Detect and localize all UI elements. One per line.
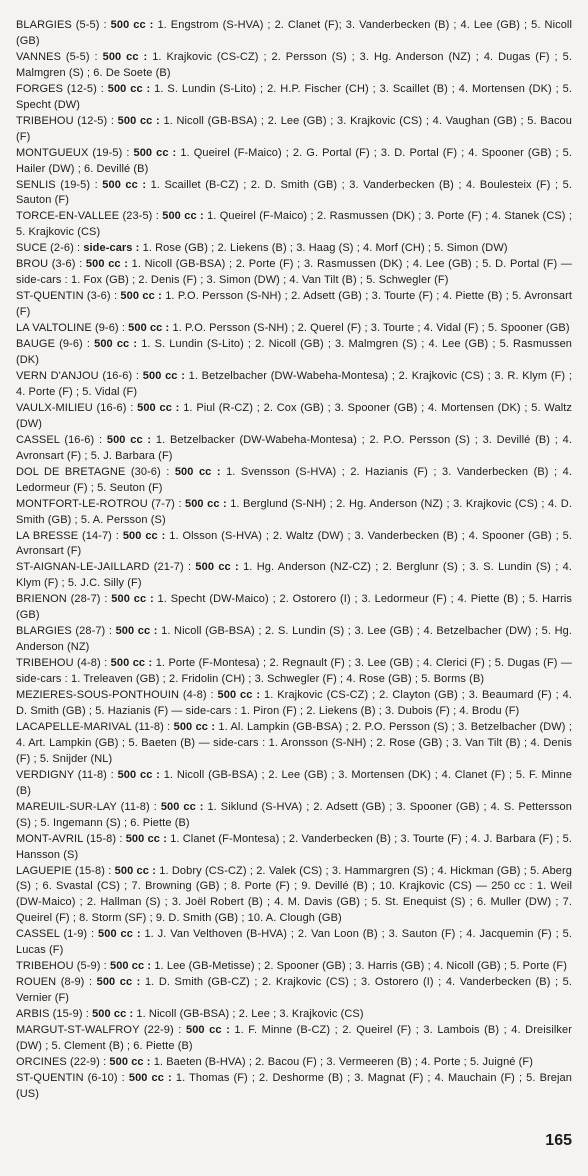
class-label: 500 cc : xyxy=(217,689,261,702)
result-text: 1. Berglund (S-NH) ; 2. Hg. Anderson (NZ) ; 3. Krajkovic (CS) ; 4. D. Smith (GB) ; 5. A. Persson (S) xyxy=(16,497,572,526)
event-place: VERN D'ANJOU (16-6) : xyxy=(16,369,140,382)
result-text: 1. S. Lundin (S-Lito) ; 2. H.P. Fischer (CH) ; 3. Scaillet (B) ; 4. Mortensen (DK) ; 5. Specht (DW) xyxy=(16,82,573,111)
result-entry xyxy=(16,337,572,369)
result-text: 1. Rose (GB) ; 2. Liekens (B) ; 3. Haag (S) ; 4. Morf (CH) ; 5. Simon (DW) xyxy=(142,242,508,255)
result-text: 1. Svensson (S-HVA) ; 2. Hazianis (F) ; 3. Vanderbecken (B) ; 4. Ledormeur (F) ; 5. Seuton (F) xyxy=(16,465,572,494)
event-place: MARGUT-ST-WALFROY (22-9) : xyxy=(16,1024,182,1037)
event-place: ST-QUENTIN (3-6) : xyxy=(16,290,118,303)
event-place: CASSEL (16-6) : xyxy=(16,433,103,446)
result-entry xyxy=(16,975,572,1007)
class-label: 500 cc : xyxy=(128,1071,172,1084)
result-text: 1. Porte (F-Montesa) ; 2. Regnault (F) ; 3. Lee (GB) ; 4. Clerici (F) ; 5. Dugas (F) — side-cars : 1. Treleaven (GB) ; 2. Fridolin (CH) ; 3. Schwegler (F) ; 4. Rose (GB) ; 5. Borms (B) xyxy=(16,657,573,686)
result-entry xyxy=(16,82,572,114)
result-text: 1. Queirel (F-Maico) ; 2. Rasmussen (DK) ; 3. Porte (F) ; 4. Stanek (CS) ; 5. Krajkovic (CS) xyxy=(16,210,573,239)
result-entry xyxy=(16,369,572,401)
result-entry xyxy=(16,1071,572,1103)
result-text: 1. Nicoll (GB-BSA) ; 2. Lee (GB) ; 3. Mortensen (DK) ; 4. Clanet (F) ; 5. F. Minne (B) xyxy=(16,768,572,797)
result-entry xyxy=(16,927,572,959)
event-place: BLARGIES (28-7) : xyxy=(16,625,113,638)
event-place: LA VALTOLINE (9-6) : xyxy=(16,322,125,335)
result-text: 1. S. Lundin (S-Lito) ; 2. Nicoll (GB) ; 3. Malmgren (S) ; 4. Lee (GB) ; 5. Rasmussen (DK) xyxy=(16,338,573,367)
event-place: SENLIS (19-5) : xyxy=(16,178,98,191)
class-label: 500 cc : xyxy=(110,19,154,31)
event-place: VAULX-MILIEU (16-6) : xyxy=(16,401,134,414)
result-entry xyxy=(16,529,572,561)
result-text: 1. Clanet (F-Montesa) ; 2. Vanderbecken (B) ; 3. Tourte (F) ; 4. J. Barbara (F) ; 5. Hansson (S) xyxy=(16,832,573,861)
event-place: BAUGE (9-6) : xyxy=(16,338,91,351)
class-label: 500 cc : xyxy=(106,433,152,446)
result-text: 1. Queirel (F-Maico) ; 2. G. Portal (F) ; 3. D. Portal (F) ; 4. Spooner (GB) ; 5. Hailer (DW) ; 6. Devillé (B) xyxy=(16,146,573,175)
result-text: 1. Betzelbacker (DW-Wabeha-Montesa) ; 2. P.O. Persson (S) ; 3. Devillé (B) ; 4. Avronsart (F) ; 5. J. Barbara (F) xyxy=(16,433,572,462)
class-label: 500 cc : xyxy=(122,529,166,542)
class-label: 500 cc : xyxy=(102,178,147,191)
result-text: 1. P.O. Persson (S-NH) ; 2. Querel (F) ; 3. Tourte ; 4. Vidal (F) ; 5. Spooner (GB) xyxy=(172,322,570,335)
class-label: 500 cc : xyxy=(109,1055,151,1068)
result-text: 1. Piul (R-CZ) ; 2. Cox (GB) ; 3. Spooner (GB) ; 4. Mortensen (DK) ; 5. Waltz (DW) xyxy=(16,401,573,430)
event-place: MONTGUEUX (19-5) : xyxy=(16,146,130,159)
class-label: 500 cc : xyxy=(128,322,170,335)
result-text: 1. Nicoll (GB-BSA) ; 2. S. Lundin (S) ; 3. Lee (GB) ; 4. Betzelbacher (DW) ; 5. Hg. Anderson (NZ) xyxy=(16,625,573,654)
result-entry xyxy=(16,720,572,768)
class-label: 500 cc : xyxy=(107,82,151,95)
class-label: 500 cc : xyxy=(115,625,158,638)
event-place: LACAPELLE-MARIVAL (11-8) : xyxy=(16,720,171,733)
result-entry xyxy=(16,465,572,497)
result-text: 1. Betzelbacher (DW-Wabeha-Montesa) ; 2. Krajkovic (CS) ; 3. R. Klym (F) ; 4. Porte (F) ; 5. Vidal (F) xyxy=(16,369,572,398)
result-entry xyxy=(16,768,572,800)
class-label: 500 cc : xyxy=(173,720,216,733)
result-entry xyxy=(16,832,572,864)
event-place: ARBIS (15-9) : xyxy=(16,1008,89,1021)
class-label: 500 cc : xyxy=(85,258,129,271)
class-label: 500 cc : xyxy=(185,1024,230,1037)
event-place: TRIBEHOU (12-5) : xyxy=(16,114,115,127)
class-label: 500 cc : xyxy=(125,832,167,845)
result-text: 1. P.O. Persson (S-NH) ; 2. Adsett (GB) ; 3. Tourte (F) ; 4. Piette (B) ; 5. Avronsart (F) xyxy=(16,290,573,319)
result-text: 1. Thomas (F) ; 2. Deshorme (B) ; 3. Magnat (F) ; 4. Mauchain (F) ; 5. Brejan (US) xyxy=(16,1071,572,1100)
result-text: 1. Nicoll (GB-BSA) ; 2. Porte (F) ; 3. Rasmussen (DK) ; 4. Lee (GB) ; 5. D. Portal (F) — side-cars : 1. Fox (GB) ; 2. Denis (F) ; 3. Simon (DW) ; 4. Van Tilt (B) ; 5. Schwegler (F) xyxy=(16,258,573,287)
event-place: MONT-AVRIL (15-8) : xyxy=(16,832,123,845)
event-place: LAGUEPIE (15-8) : xyxy=(16,864,112,877)
class-label: 500 cc : xyxy=(111,593,154,606)
event-place: ST-QUENTIN (6-10) : xyxy=(16,1071,125,1084)
result-entry xyxy=(16,592,572,624)
result-text: 1. Siklund (S-HVA) ; 2. Adsett (GB) ; 3. Spooner (GB) ; 4. S. Pettersson (S) ; 5. Ingemann (S) ; 6. Piette (B) xyxy=(16,800,572,829)
event-place: DOL DE BRETAGNE (30-6) : xyxy=(16,465,170,478)
page-number: 165 xyxy=(545,1132,572,1149)
result-text: 1. Krajkovic (CS-CZ) ; 2. Clayton (GB) ; 3. Beaumard (F) ; 4. D. Smith (GB) ; 5. Hazianis (F) — side-cars : 1. Piron (F) ; 2. Liekens (B) ; 3. Dubois (F) ; 4. Brodu (F) xyxy=(16,689,573,717)
class-label: 500 cc : xyxy=(117,114,160,127)
result-entry xyxy=(16,401,572,433)
result-entry xyxy=(16,209,572,241)
event-place: VANNES (5-5) : xyxy=(16,50,98,63)
class-label: 500 cc : xyxy=(137,401,180,414)
result-text: 1. Baeten (B-HVA) ; 2. Bacou (F) ; 3. Vermeeren (B) ; 4. Porte ; 5. Juigné (F) xyxy=(153,1055,534,1068)
event-place: ROUEN (8-9) : xyxy=(16,976,93,989)
result-text: 1. F. Minne (B-CZ) ; 2. Queirel (F) ; 3. Lambois (B) ; 4. Dreisilker (DW) ; 5. Clement (B) ; 6. Piette (B) xyxy=(16,1024,573,1052)
class-label: 500 cc : xyxy=(96,976,141,989)
result-entry xyxy=(16,656,572,688)
event-place: MEZIERES-SOUS-PONTHOUIN (4-8) : xyxy=(16,689,214,702)
result-entry xyxy=(16,624,572,656)
event-place: CASSEL (1-9) : xyxy=(16,928,95,941)
result-entry xyxy=(16,289,572,321)
result-entry xyxy=(16,433,572,465)
result-text: 1. Engstrom (S-HVA) ; 2. Clanet (F); 3. Vanderbecken (B) ; 4. Lee (GB) ; 5. Nicoll (GB) xyxy=(16,19,573,47)
result-text: 1. Olsson (S-HVA) ; 2. Waltz (DW) ; 3. Vanderbecken (B) ; 4. Spooner (GB) ; 5. Avronsart (F) xyxy=(16,529,572,558)
result-entry xyxy=(16,688,572,720)
result-text: 1. D. Smith (GB-CZ) ; 2. Krajkovic (CS) ; 3. Ostorero (I) ; 4. Vanderbecken (B) ; 5. Vernier (F) xyxy=(16,976,573,1005)
class-label: 500 cc : xyxy=(133,146,177,159)
class-label: 500 cc : xyxy=(174,465,221,478)
event-place: MAREUIL-SUR-LAY (11-8) : xyxy=(16,800,157,813)
class-label: 500 cc : xyxy=(120,290,162,303)
result-entry xyxy=(16,1023,572,1055)
result-entry xyxy=(16,146,572,178)
event-place: BLARGIES (5-5) : xyxy=(16,19,107,31)
class-label: 500 cc : xyxy=(98,928,141,941)
result-entry xyxy=(16,18,572,50)
result-text: 1. Specht (DW-Maico) ; 2. Ostorero (I) ; 3. Ledormeur (F) ; 4. Piette (B) ; 5. Harris (GB) xyxy=(16,593,573,622)
result-text: 1. Hg. Anderson (NZ-CZ) ; 2. Berglunr (S) ; 3. S. Lundin (S) ; 4. Klym (F) ; 5. J.C. Silly (F) xyxy=(16,561,572,590)
result-entry xyxy=(16,50,572,82)
event-place: BROU (3-6) : xyxy=(16,258,83,271)
class-label: side-cars : xyxy=(83,242,140,255)
event-place: TRIBEHOU (4-8) : xyxy=(16,657,108,670)
result-text: 1. Al. Lampkin (GB-BSA) ; 2. P.O. Persson (S) ; 3. Betzelbacher (DW) ; 4. Art. Lampkin (GB) ; 5. Baeten (B) — side-cars : 1. Aronsson (S-NH) ; 2. Rose (GB) ; 3. Van Tilt (B) ; 4. Denis (F) ; 5. Snijder (NL) xyxy=(16,720,572,765)
class-label: 500 cc : xyxy=(92,1008,134,1021)
event-place: TORCE-EN-VALLEE (23-5) : xyxy=(16,210,159,223)
result-entry xyxy=(16,959,572,975)
event-place: FORGES (12-5) : xyxy=(16,82,104,95)
result-entry xyxy=(16,1055,572,1071)
class-label: 500 cc : xyxy=(162,210,204,223)
result-entry xyxy=(16,257,572,289)
event-place: MONTFORT-LE-ROTROU (7-7) : xyxy=(16,497,182,510)
result-text: 1. Nicoll (GB-BSA) ; 2. Lee ; 3. Krajkovic (CS) xyxy=(136,1008,364,1021)
class-label: 500 cc : xyxy=(110,657,153,670)
class-label: 500 cc : xyxy=(94,338,138,351)
result-entry xyxy=(16,800,572,832)
result-entry xyxy=(16,864,572,928)
class-label: 500 cc : xyxy=(114,864,156,877)
result-text: 1. Scaillet (B-CZ) ; 2. D. Smith (GB) ; 3. Vanderbecken (B) ; 4. Boulesteix (F) ; 5. Sauton (F) xyxy=(16,178,572,207)
class-label: 500 cc : xyxy=(142,369,185,382)
result-text: 1. Nicoll (GB-BSA) ; 2. Lee (GB) ; 3. Krajkovic (CS) ; 4. Vaughan (GB) ; 5. Bacou (F) xyxy=(16,114,572,143)
class-label: 500 cc : xyxy=(185,497,227,510)
event-place: ST-AIGNAN-LE-JAILLARD (21-7) : xyxy=(16,561,192,574)
event-place: LA BRESSE (14-7) : xyxy=(16,529,119,542)
result-text: 1. Krajkovic (CS-CZ) ; 2. Persson (S) ; 3. Hg. Anderson (NZ) ; 4. Dugas (F) ; 5. Malmgren (S) ; 6. De Soete (B) xyxy=(16,50,572,79)
class-label: 500 cc : xyxy=(160,800,204,813)
result-entry xyxy=(16,1007,572,1023)
result-text: 1. Dobry (CS-CZ) ; 2. Valek (CS) ; 3. Hammargren (S) ; 4. Hickman (GB) ; 5. Aberg (S) ; 6. Svastal (CS) ; 7. Browning (GB) ; 8. Porte (F) ; 9. Devillé (B) ; 10. Krajkovic (CS) — 250 cc : 1. Weil (DW-Maico) ; 2. Hallman (S) ; 3. Joël Robert (B) ; 4. M. Davis (GB) ; 5. St. Enequist (S) ; 6. Muller (DW) ; 7. Queirel (F) ; 8. Storm (SF) ; 9. D. Smith (GB) ; 10. A. Clough (GB) xyxy=(16,864,573,925)
event-place: ORCINES (22-9) : xyxy=(16,1055,107,1068)
class-label: 500 cc : xyxy=(117,768,160,781)
class-label: 500 cc : xyxy=(195,561,239,574)
result-text: 1. Lee (GB-Metisse) ; 2. Spooner (GB) ; 3. Harris (GB) ; 4. Nicoll (GB) ; 5. Porte (F) xyxy=(154,960,567,973)
event-place: VERDIGNY (11-8) : xyxy=(16,768,114,781)
result-entry xyxy=(16,178,572,210)
class-label: 500 cc : xyxy=(110,960,152,973)
result-entry xyxy=(16,114,572,146)
results-column xyxy=(16,18,572,1103)
event-place: SUCE (2-6) : xyxy=(16,242,81,255)
result-entry xyxy=(16,241,572,257)
result-entry xyxy=(16,321,572,337)
result-text: 1. J. Van Velthoven (B-HVA) ; 2. Van Loon (B) ; 3. Sauton (F) ; 4. Jacquemin (F) ; 5. Lucas (F) xyxy=(16,928,573,957)
event-place: TRIBEHOU (5-9) : xyxy=(16,960,107,973)
result-entry xyxy=(16,560,572,592)
event-place: BRIENON (28-7) : xyxy=(16,593,108,606)
class-label: 500 cc : xyxy=(102,50,148,63)
result-entry xyxy=(16,497,572,529)
